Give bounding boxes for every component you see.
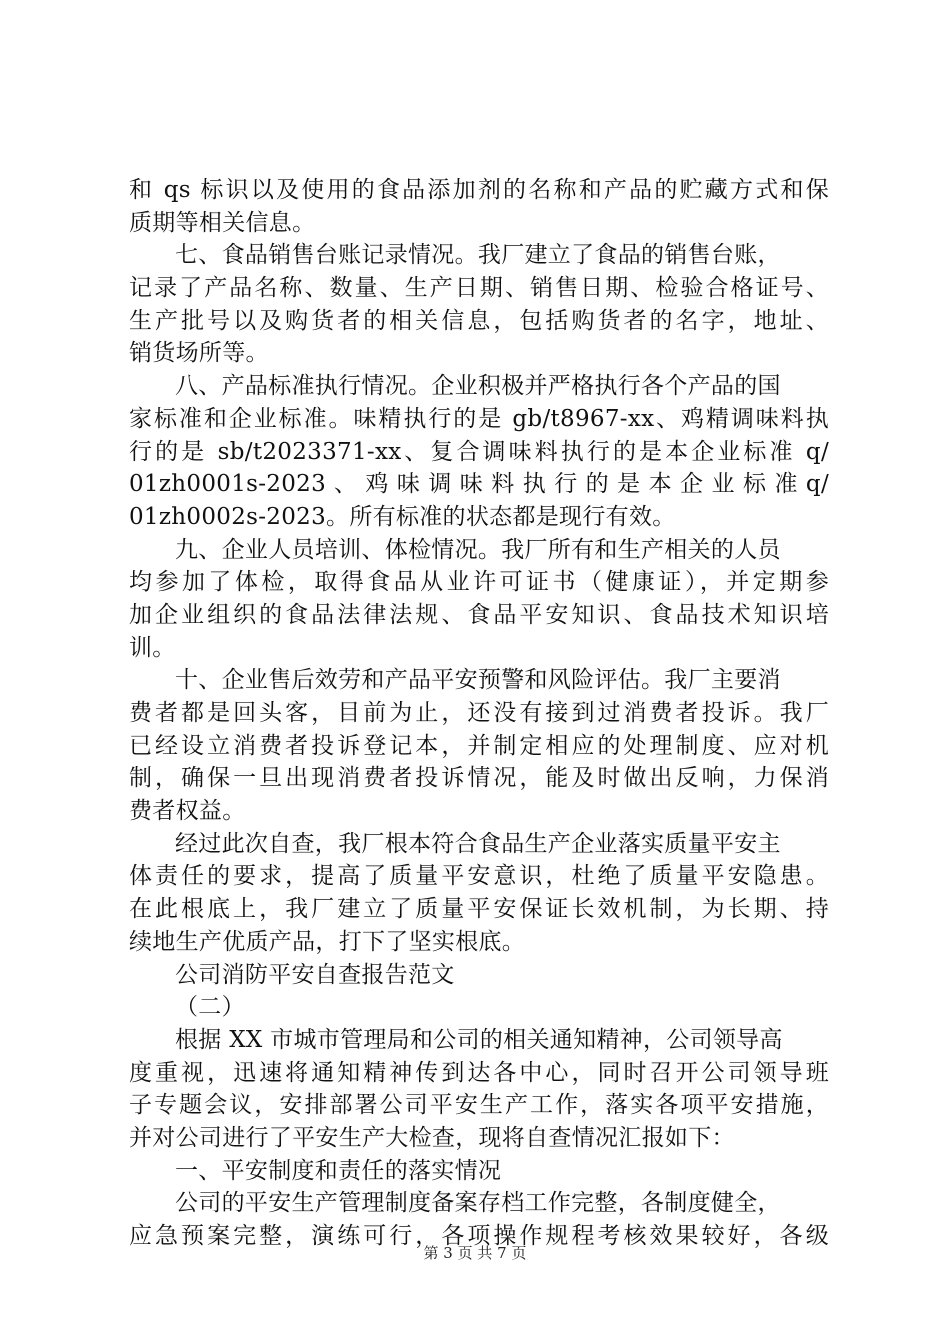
document-line: 训。	[129, 634, 176, 661]
document-line: 体责任的要求，提高了质量平安意识，杜绝了质量平安隐患。	[129, 863, 829, 890]
document-line: 加企业组织的食品法律法规、食品平安知识、食品技术知识培	[129, 601, 829, 628]
document-line: 七、食品销售台账记录情况。我厂建立了食品的销售台账，	[175, 242, 781, 269]
document-line: 九、企业人员培训、体检情况。我厂所有和生产相关的人员	[175, 536, 781, 563]
document-line: 01zh0001s-2023 、 鸡 味 调 味 料 执 行 的 是 本 企 业 标 准 q/	[129, 471, 829, 498]
document-line: 制，确保一旦出现消费者投诉情况，能及时做出反响，力保消	[129, 765, 829, 792]
document-line: 和 qs 标识以及使用的食品添加剂的名称和产品的贮藏方式和保	[129, 177, 829, 203]
document-line: 十、企业售后效劳和产品平安预警和风险评估。我厂主要消	[175, 667, 781, 694]
document-line: 续地生产优质产品，打下了坚实根底。	[129, 928, 526, 955]
document-line: 公司的平安生产管理制度备案存档工作完整，各制度健全，	[175, 1190, 781, 1217]
document-line: 均参加了体检，取得食品从业许可证书（健康证），并定期参	[129, 569, 829, 596]
document-line: 经过此次自查，我厂根本符合食品生产企业落实质量平安主	[175, 830, 781, 857]
document-line: 质期等相关信息。	[129, 209, 316, 236]
document-line: 销货场所等。	[129, 340, 269, 367]
document-line: 01zh0002s-2023。所有标准的状态都是现行有效。	[129, 503, 676, 530]
document-line: 八、产品标准执行情况。企业积极并严格执行各个产品的国	[175, 373, 781, 400]
document-line: 度重视，迅速将通知精神传到达各中心，同时召开公司领导班	[129, 1059, 829, 1086]
document-line: 根据 XX 市城市管理局和公司的相关通知精神，公司领导高	[175, 1026, 783, 1053]
document-line: 公司消防平安自查报告范文	[175, 961, 455, 988]
document-line: 记录了产品名称、数量、生产日期、销售日期、检验合格证号、	[129, 275, 829, 302]
document-line: 费者都是回头客，目前为止，还没有接到过消费者投诉。我厂	[129, 700, 829, 726]
document-line: 家标准和企业标准。味精执行的是 gb/t8967-xx、鸡精调味料执	[129, 405, 829, 432]
page-number-label: 第 3 页 共 7 页	[423, 1244, 527, 1262]
document-line: 生产批号以及购货者的相关信息，包括购货者的名字，地址、	[129, 307, 829, 334]
document-line: 在此根底上，我厂建立了质量平安保证长效机制，为长期、持	[129, 896, 829, 923]
document-line: 并对公司进行了平安生产大检查，现将自查情况汇报如下：	[129, 1124, 735, 1151]
document-line: 已经设立消费者投诉登记本，并制定相应的处理制度、应对机	[129, 732, 829, 759]
page-footer	[0, 1243, 950, 1263]
document-line: 应急预案完整，演练可行，各项操作规程考核效果较好，各级	[129, 1223, 829, 1249]
document-line: 一、平安制度和责任的落实情况	[175, 1157, 502, 1184]
document-body	[129, 174, 829, 1253]
document-line: 子专题会议，安排部署公司平安生产工作，落实各项平安措施，	[129, 1092, 829, 1119]
document-line: 费者权益。	[129, 798, 246, 825]
document-line: （二）	[175, 994, 245, 1021]
document-line: 行的是 sb/t2023371-xx、复合调味料执行的是本企业标准 q/	[129, 438, 829, 465]
